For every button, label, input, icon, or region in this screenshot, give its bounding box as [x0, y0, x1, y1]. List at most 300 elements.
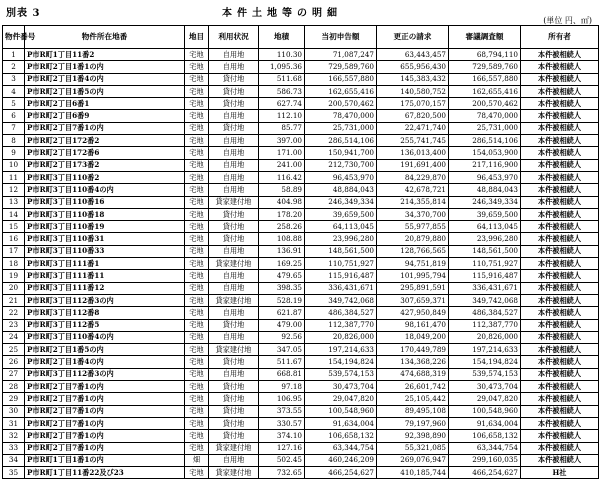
- cell-owner: 本件被相続人: [521, 85, 599, 97]
- cell-number: 8: [3, 135, 25, 147]
- cell-correction-request: 128,766,565: [377, 245, 449, 257]
- cell-correction-request: 427,950,849: [377, 307, 449, 319]
- table-row: [3, 442, 599, 454]
- cell-number: 26: [3, 356, 25, 368]
- cell-location: P市R町3丁目110番4の内: [25, 184, 185, 196]
- cell-area: 373.55: [259, 405, 305, 417]
- cell-usage: 貸付地: [209, 356, 259, 368]
- cell-usage: 自用地: [209, 49, 259, 61]
- cell-usage: 自用地: [209, 184, 259, 196]
- table-row: [3, 61, 599, 73]
- cell-initial-amount: 115,916,487: [305, 270, 377, 282]
- cell-location: P市R町2丁目7番1の内: [25, 122, 185, 134]
- cell-location: P市R町3丁目110番18: [25, 208, 185, 220]
- cell-correction-request: 20,879,880: [377, 233, 449, 245]
- table-row: [3, 430, 599, 442]
- cell-location: P市R町3丁目111番12: [25, 282, 185, 294]
- cell-number: 6: [3, 110, 25, 122]
- cell-initial-amount: 96,453,970: [305, 171, 377, 183]
- cell-location: P市R町3丁目110番2: [25, 171, 185, 183]
- cell-usage: 貸付地: [209, 405, 259, 417]
- cell-number: 7: [3, 122, 25, 134]
- cell-number: 34: [3, 454, 25, 466]
- cell-usage: 貸付地: [209, 122, 259, 134]
- cell-review-amount: 91,634,004: [449, 417, 521, 429]
- cell-area: 169.25: [259, 258, 305, 270]
- cell-number: 16: [3, 233, 25, 245]
- cell-initial-amount: 63,344,754: [305, 442, 377, 454]
- col-header-correction-request: 更正の請求: [377, 26, 449, 49]
- cell-correction-request: 136,013,400: [377, 147, 449, 159]
- table-row: [3, 171, 599, 183]
- cell-initial-amount: 23,996,280: [305, 233, 377, 245]
- cell-area: 528.19: [259, 294, 305, 306]
- cell-usage: 貸付地: [209, 85, 259, 97]
- cell-usage: 貸付地: [209, 430, 259, 442]
- cell-correction-request: 22,471,740: [377, 122, 449, 134]
- cell-review-amount: 25,731,000: [449, 122, 521, 134]
- cell-review-amount: 29,047,820: [449, 393, 521, 405]
- cell-location: P市R町1丁目1番1の内: [25, 454, 185, 466]
- cell-usage: 貸付地: [209, 73, 259, 85]
- cell-number: 35: [3, 467, 25, 479]
- cell-area: 110.30: [259, 49, 305, 61]
- cell-review-amount: 217,116,900: [449, 159, 521, 171]
- cell-initial-amount: 30,473,704: [305, 381, 377, 393]
- cell-review-amount: 166,557,880: [449, 73, 521, 85]
- cell-number: 23: [3, 319, 25, 331]
- table-row: [3, 467, 599, 479]
- table-row: [3, 221, 599, 233]
- annex-label: 別表 3: [6, 8, 41, 19]
- cell-category: 宅地: [185, 110, 209, 122]
- cell-location: P市R町3丁目112番8: [25, 307, 185, 319]
- cell-location: P市R町2丁目7番1の内: [25, 430, 185, 442]
- cell-initial-amount: 286,514,106: [305, 135, 377, 147]
- table-row: [3, 159, 599, 171]
- table-body: [3, 49, 599, 479]
- cell-category: 宅地: [185, 233, 209, 245]
- cell-review-amount: 48,884,043: [449, 184, 521, 196]
- cell-initial-amount: 460,246,209: [305, 454, 377, 466]
- cell-initial-amount: 166,557,880: [305, 73, 377, 85]
- cell-usage: 自用地: [209, 147, 259, 159]
- cell-correction-request: 410,185,744: [377, 467, 449, 479]
- cell-owner: 本件被相続人: [521, 319, 599, 331]
- cell-number: 20: [3, 282, 25, 294]
- cell-category: 宅地: [185, 331, 209, 343]
- cell-correction-request: 63,443,457: [377, 49, 449, 61]
- cell-number: 18: [3, 258, 25, 270]
- cell-correction-request: 655,956,430: [377, 61, 449, 73]
- cell-category: 宅地: [185, 282, 209, 294]
- cell-owner: 本件被相続人: [521, 393, 599, 405]
- cell-location: P市R町2丁目1番5の内: [25, 344, 185, 356]
- cell-area: 127.16: [259, 442, 305, 454]
- cell-owner: 本件被相続人: [521, 135, 599, 147]
- cell-owner: 本件被相続人: [521, 49, 599, 61]
- cell-review-amount: 148,561,500: [449, 245, 521, 257]
- cell-location: P市R町3丁目110番31: [25, 233, 185, 245]
- cell-correction-request: 98,161,470: [377, 319, 449, 331]
- cell-initial-amount: 349,742,068: [305, 294, 377, 306]
- table-row: [3, 196, 599, 208]
- cell-number: 24: [3, 331, 25, 343]
- cell-area: 106.95: [259, 393, 305, 405]
- cell-area: 732.65: [259, 467, 305, 479]
- table-row: [3, 331, 599, 343]
- col-header-usage: 利用状況: [209, 26, 259, 49]
- cell-category: 宅地: [185, 122, 209, 134]
- cell-initial-amount: 112,387,770: [305, 319, 377, 331]
- cell-number: 13: [3, 196, 25, 208]
- table-row: [3, 147, 599, 159]
- cell-owner: 本件被相続人: [521, 245, 599, 257]
- cell-number: 10: [3, 159, 25, 171]
- cell-correction-request: 84,229,870: [377, 171, 449, 183]
- cell-location: P市R町2丁目1番5の内: [25, 85, 185, 97]
- cell-owner: 本件被相続人: [521, 110, 599, 122]
- cell-usage: 貸家建付地: [209, 294, 259, 306]
- cell-location: P市R町2丁目1番1の内: [25, 61, 185, 73]
- cell-location: P市R町3丁目112番5: [25, 319, 185, 331]
- cell-area: 108.88: [259, 233, 305, 245]
- cell-review-amount: 154,194,824: [449, 356, 521, 368]
- cell-area: 330.57: [259, 417, 305, 429]
- cell-category: 宅地: [185, 319, 209, 331]
- cell-correction-request: 89,495,108: [377, 405, 449, 417]
- cell-number: 28: [3, 381, 25, 393]
- cell-number: 9: [3, 147, 25, 159]
- cell-initial-amount: 106,658,132: [305, 430, 377, 442]
- cell-review-amount: 106,658,132: [449, 430, 521, 442]
- cell-number: 33: [3, 442, 25, 454]
- cell-location: P市R町2丁目6番9: [25, 110, 185, 122]
- cell-owner: 本件被相続人: [521, 208, 599, 220]
- cell-area: 404.98: [259, 196, 305, 208]
- cell-usage: 自用地: [209, 270, 259, 282]
- cell-review-amount: 154,053,900: [449, 147, 521, 159]
- cell-location: P市R町3丁目110番16: [25, 196, 185, 208]
- cell-initial-amount: 466,254,627: [305, 467, 377, 479]
- cell-category: 宅地: [185, 294, 209, 306]
- cell-area: 92.56: [259, 331, 305, 343]
- cell-category: 宅地: [185, 381, 209, 393]
- cell-category: 宅地: [185, 344, 209, 356]
- table-row: [3, 208, 599, 220]
- cell-area: 397.00: [259, 135, 305, 147]
- table-row: [3, 122, 599, 134]
- cell-owner: 本件被相続人: [521, 270, 599, 282]
- cell-area: 374.10: [259, 430, 305, 442]
- cell-area: 97.18: [259, 381, 305, 393]
- cell-correction-request: 307,659,371: [377, 294, 449, 306]
- cell-initial-amount: 64,113,045: [305, 221, 377, 233]
- cell-location: P市R町2丁目173番2: [25, 159, 185, 171]
- cell-area: 511.67: [259, 356, 305, 368]
- cell-category: 宅地: [185, 61, 209, 73]
- cell-correction-request: 92,398,890: [377, 430, 449, 442]
- cell-area: 668.81: [259, 368, 305, 380]
- property-table: [2, 25, 599, 479]
- cell-initial-amount: 150,941,700: [305, 147, 377, 159]
- cell-owner: 本件被相続人: [521, 417, 599, 429]
- cell-initial-amount: 200,570,462: [305, 98, 377, 110]
- cell-category: 宅地: [185, 135, 209, 147]
- cell-number: 21: [3, 294, 25, 306]
- table-row: [3, 417, 599, 429]
- cell-location: P市R町2丁目172番2: [25, 135, 185, 147]
- table-row: [3, 344, 599, 356]
- cell-location: P市R町3丁目110番33: [25, 245, 185, 257]
- col-header-location: 物件所在地番: [25, 26, 185, 49]
- cell-location: P市R町3丁目111番11: [25, 270, 185, 282]
- cell-correction-request: 55,977,855: [377, 221, 449, 233]
- table-row: [3, 110, 599, 122]
- cell-correction-request: 175,070,157: [377, 98, 449, 110]
- cell-usage: 貸家建付地: [209, 258, 259, 270]
- cell-correction-request: 140,580,752: [377, 85, 449, 97]
- cell-correction-request: 55,321,085: [377, 442, 449, 454]
- cell-number: 4: [3, 85, 25, 97]
- cell-usage: 自用地: [209, 245, 259, 257]
- cell-usage: 自用地: [209, 368, 259, 380]
- cell-usage: 貸家建付地: [209, 344, 259, 356]
- table-row: [3, 319, 599, 331]
- cell-category: 宅地: [185, 467, 209, 479]
- cell-owner: 本件被相続人: [521, 307, 599, 319]
- cell-initial-amount: 71,087,247: [305, 49, 377, 61]
- cell-category: 宅地: [185, 221, 209, 233]
- table-row: [3, 245, 599, 257]
- cell-owner: 本件被相続人: [521, 184, 599, 196]
- cell-area: 1,095.36: [259, 61, 305, 73]
- cell-correction-request: 42,678,721: [377, 184, 449, 196]
- cell-usage: 自用地: [209, 282, 259, 294]
- table-row: [3, 294, 599, 306]
- cell-usage: 自用地: [209, 454, 259, 466]
- cell-area: 627.74: [259, 98, 305, 110]
- cell-number: 12: [3, 184, 25, 196]
- cell-review-amount: 96,453,970: [449, 171, 521, 183]
- cell-correction-request: 134,368,226: [377, 356, 449, 368]
- cell-correction-request: 101,995,794: [377, 270, 449, 282]
- cell-owner: 本件被相続人: [521, 442, 599, 454]
- cell-usage: 自用地: [209, 110, 259, 122]
- cell-owner: 本件被相続人: [521, 356, 599, 368]
- cell-correction-request: 191,691,400: [377, 159, 449, 171]
- cell-correction-request: 295,891,591: [377, 282, 449, 294]
- cell-initial-amount: 20,826,000: [305, 331, 377, 343]
- cell-owner: H社: [521, 467, 599, 479]
- cell-usage: 貸付地: [209, 393, 259, 405]
- col-header-owner: 所有者: [521, 26, 599, 49]
- cell-area: 136.91: [259, 245, 305, 257]
- cell-area: 511.68: [259, 73, 305, 85]
- cell-usage: 自用地: [209, 307, 259, 319]
- cell-area: 479.00: [259, 319, 305, 331]
- cell-category: 宅地: [185, 208, 209, 220]
- cell-category: 宅地: [185, 49, 209, 61]
- cell-usage: 貸家建付地: [209, 442, 259, 454]
- table-row: [3, 184, 599, 196]
- cell-area: 85.77: [259, 122, 305, 134]
- cell-category: 宅地: [185, 98, 209, 110]
- cell-owner: 本件被相続人: [521, 282, 599, 294]
- cell-usage: 自用地: [209, 61, 259, 73]
- cell-review-amount: 729,589,760: [449, 61, 521, 73]
- cell-category: 宅地: [185, 417, 209, 429]
- cell-correction-request: 474,688,319: [377, 368, 449, 380]
- cell-location: P市R町2丁目6番1: [25, 98, 185, 110]
- cell-location: P市R町1丁目11番22及び23: [25, 467, 185, 479]
- table-row: [3, 307, 599, 319]
- cell-review-amount: 197,214,633: [449, 344, 521, 356]
- table-row: [3, 454, 599, 466]
- cell-usage: 貸付地: [209, 208, 259, 220]
- cell-number: 27: [3, 368, 25, 380]
- cell-initial-amount: 486,384,527: [305, 307, 377, 319]
- cell-number: 22: [3, 307, 25, 319]
- cell-owner: 本件被相続人: [521, 73, 599, 85]
- table-row: [3, 356, 599, 368]
- cell-category: 宅地: [185, 196, 209, 208]
- cell-location: P市R町3丁目110番4の内: [25, 331, 185, 343]
- cell-category: 宅地: [185, 307, 209, 319]
- cell-number: 14: [3, 208, 25, 220]
- cell-owner: 本件被相続人: [521, 196, 599, 208]
- cell-review-amount: 39,659,500: [449, 208, 521, 220]
- cell-area: 621.87: [259, 307, 305, 319]
- cell-location: P市R町2丁目7番1の内: [25, 393, 185, 405]
- cell-area: 58.89: [259, 184, 305, 196]
- cell-location: P市R町3丁目112番3の内: [25, 368, 185, 380]
- table-row: [3, 258, 599, 270]
- cell-owner: 本件被相続人: [521, 294, 599, 306]
- table-row: [3, 393, 599, 405]
- cell-owner: 本件被相続人: [521, 98, 599, 110]
- cell-owner: 本件被相続人: [521, 61, 599, 73]
- cell-correction-request: 269,076,947: [377, 454, 449, 466]
- cell-owner: 本件被相続人: [521, 147, 599, 159]
- cell-review-amount: 110,751,927: [449, 258, 521, 270]
- cell-owner: 本件被相続人: [521, 233, 599, 245]
- cell-owner: 本件被相続人: [521, 368, 599, 380]
- cell-owner: 本件被相続人: [521, 221, 599, 233]
- cell-category: 宅地: [185, 85, 209, 97]
- cell-correction-request: 26,601,742: [377, 381, 449, 393]
- cell-usage: 貸付地: [209, 319, 259, 331]
- table-row: [3, 85, 599, 97]
- table-row: [3, 368, 599, 380]
- col-header-number: 物件番号: [3, 26, 25, 49]
- table-header-row: [3, 26, 599, 49]
- table-row: [3, 270, 599, 282]
- cell-initial-amount: 48,884,043: [305, 184, 377, 196]
- cell-location: P市R町3丁目110番19: [25, 221, 185, 233]
- cell-category: 宅地: [185, 184, 209, 196]
- cell-review-amount: 23,996,280: [449, 233, 521, 245]
- cell-review-amount: 20,826,000: [449, 331, 521, 343]
- cell-number: 1: [3, 49, 25, 61]
- cell-number: 30: [3, 405, 25, 417]
- cell-initial-amount: 197,214,633: [305, 344, 377, 356]
- cell-initial-amount: 110,751,927: [305, 258, 377, 270]
- cell-initial-amount: 29,047,820: [305, 393, 377, 405]
- unit-note: (単位 円、㎡): [543, 16, 592, 25]
- cell-location: P市R町2丁目7番1の内: [25, 405, 185, 417]
- cell-correction-request: 25,105,442: [377, 393, 449, 405]
- cell-review-amount: 64,113,045: [449, 221, 521, 233]
- cell-initial-amount: 212,730,700: [305, 159, 377, 171]
- col-header-area: 地積: [259, 26, 305, 49]
- cell-initial-amount: 539,574,153: [305, 368, 377, 380]
- cell-area: 171.00: [259, 147, 305, 159]
- cell-number: 5: [3, 98, 25, 110]
- cell-area: 116.42: [259, 171, 305, 183]
- cell-usage: 自用地: [209, 159, 259, 171]
- cell-number: 31: [3, 417, 25, 429]
- cell-review-amount: 100,548,960: [449, 405, 521, 417]
- table-row: [3, 282, 599, 294]
- cell-review-amount: 539,574,153: [449, 368, 521, 380]
- cell-correction-request: 67,820,500: [377, 110, 449, 122]
- cell-number: 11: [3, 171, 25, 183]
- cell-location: P市R町2丁目7番1の内: [25, 442, 185, 454]
- cell-location: P市R町2丁目7番1の内: [25, 417, 185, 429]
- cell-initial-amount: 25,731,000: [305, 122, 377, 134]
- cell-area: 479.65: [259, 270, 305, 282]
- cell-review-amount: 466,254,627: [449, 467, 521, 479]
- cell-category: 宅地: [185, 245, 209, 257]
- cell-initial-amount: 336,431,671: [305, 282, 377, 294]
- cell-owner: 本件被相続人: [521, 258, 599, 270]
- cell-initial-amount: 78,470,000: [305, 110, 377, 122]
- col-header-initial-amount: 当初申告額: [305, 26, 377, 49]
- col-header-category: 地目: [185, 26, 209, 49]
- cell-review-amount: 486,384,527: [449, 307, 521, 319]
- cell-review-amount: 200,570,462: [449, 98, 521, 110]
- cell-usage: 貸付地: [209, 221, 259, 233]
- cell-initial-amount: 246,349,334: [305, 196, 377, 208]
- cell-correction-request: 170,449,789: [377, 344, 449, 356]
- cell-initial-amount: 39,659,500: [305, 208, 377, 220]
- cell-usage: 自用地: [209, 135, 259, 147]
- cell-number: 2: [3, 61, 25, 73]
- cell-area: 178.20: [259, 208, 305, 220]
- table-row: [3, 98, 599, 110]
- cell-location: P市R町2丁目1番4の内: [25, 73, 185, 85]
- cell-review-amount: 115,916,487: [449, 270, 521, 282]
- cell-initial-amount: 162,655,416: [305, 85, 377, 97]
- cell-location: P市R町3丁目112番3の内: [25, 294, 185, 306]
- cell-review-amount: 30,473,704: [449, 381, 521, 393]
- cell-area: 398.35: [259, 282, 305, 294]
- cell-number: 29: [3, 393, 25, 405]
- cell-usage: 自用地: [209, 171, 259, 183]
- cell-correction-request: 255,741,745: [377, 135, 449, 147]
- cell-review-amount: 112,387,770: [449, 319, 521, 331]
- cell-review-amount: 299,160,035: [449, 454, 521, 466]
- cell-usage: 自用地: [209, 331, 259, 343]
- cell-owner: 本件被相続人: [521, 381, 599, 393]
- cell-owner: 本件被相続人: [521, 454, 599, 466]
- cell-owner: 本件被相続人: [521, 171, 599, 183]
- table-row: [3, 135, 599, 147]
- cell-correction-request: 145,383,432: [377, 73, 449, 85]
- cell-owner: 本件被相続人: [521, 159, 599, 171]
- cell-category: 宅地: [185, 368, 209, 380]
